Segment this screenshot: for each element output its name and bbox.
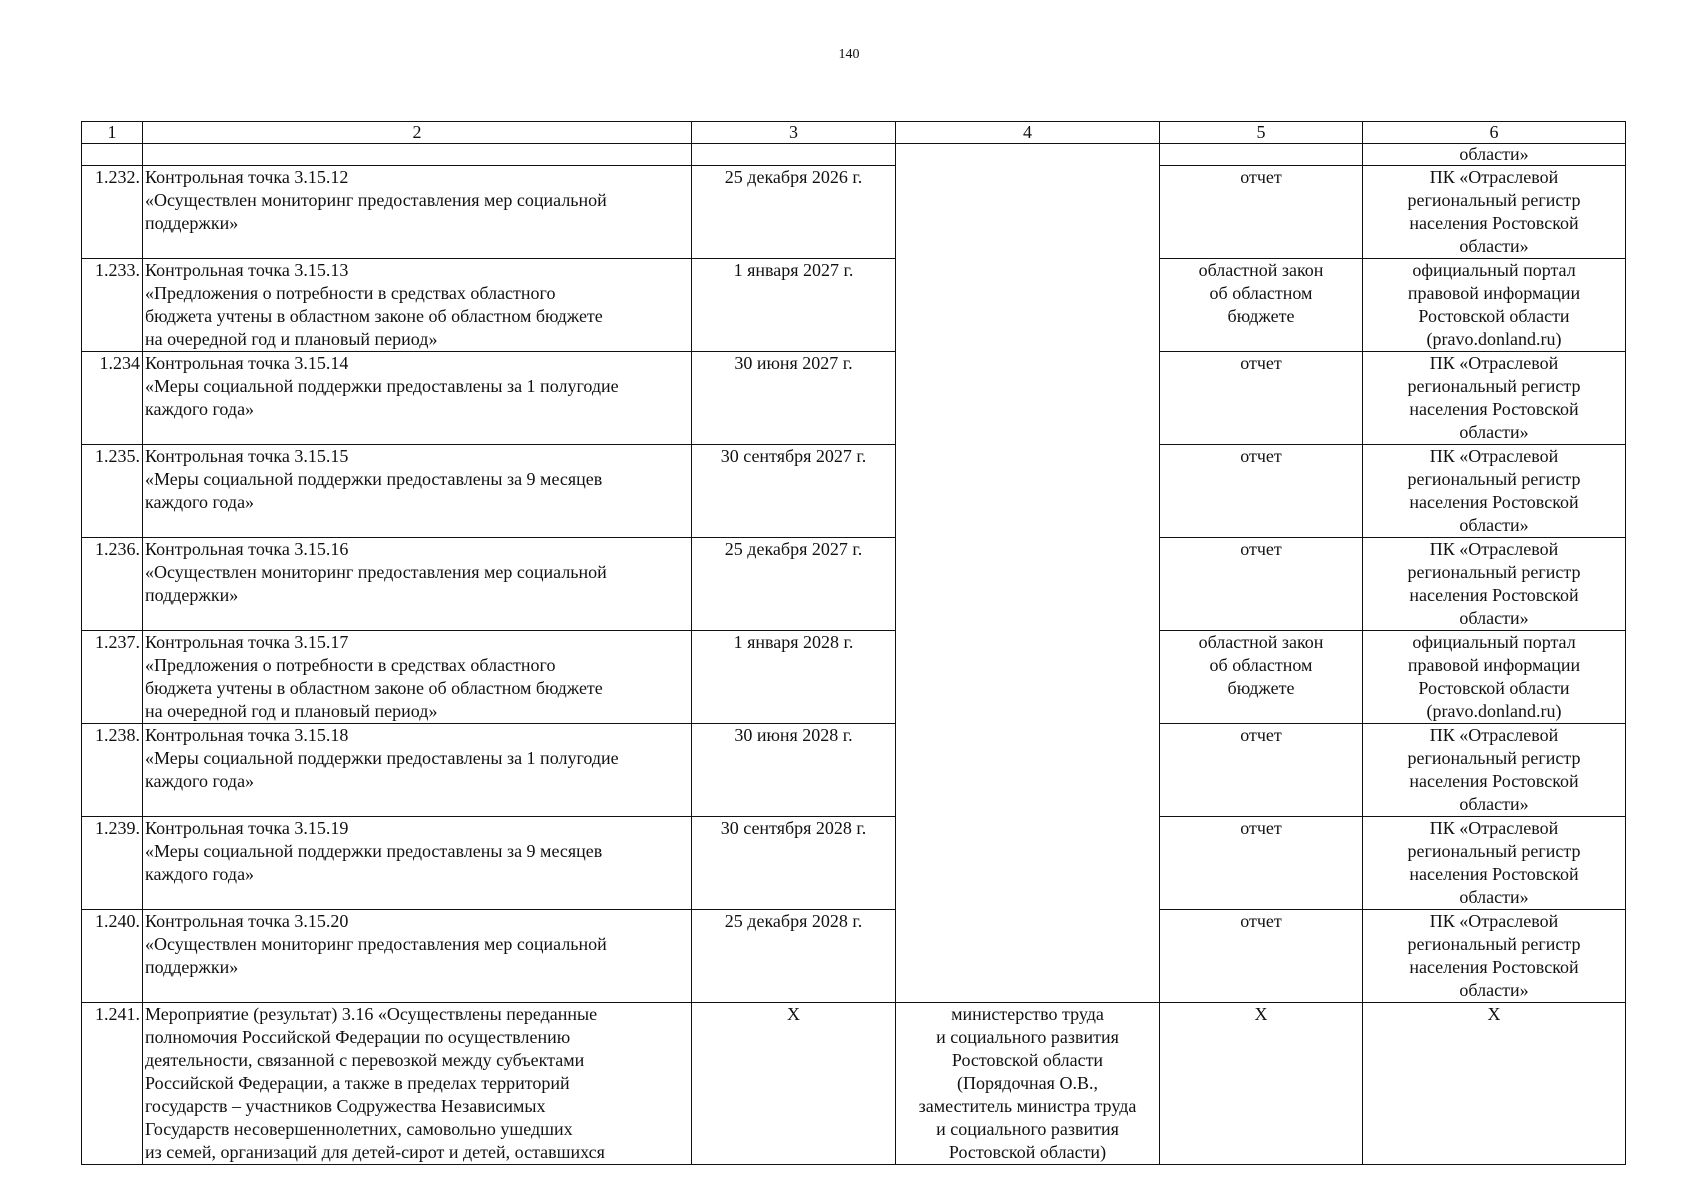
text-line: Ростовской области — [1418, 678, 1570, 698]
text-line: поддержки» — [145, 957, 239, 977]
control-point-cell — [143, 445, 692, 538]
text-line: «Предложения о потребности в средствах областного — [145, 655, 556, 675]
text-line: поддержки» — [145, 213, 239, 233]
text-line: области» — [1459, 608, 1529, 628]
control-point-title: Контрольная точка 3.15.14 — [145, 353, 349, 373]
text-line: отчет — [1240, 446, 1282, 466]
table-row — [82, 817, 1626, 910]
control-point-cell — [143, 631, 692, 724]
text-line: об областном — [1209, 283, 1313, 303]
control-points-table — [81, 121, 1626, 1165]
table-row — [82, 352, 1626, 445]
row-number: 1.237. — [82, 631, 143, 724]
text-line: «Меры социальной поддержки предоставлены за 1 полугодие — [145, 376, 619, 396]
text-line: области» — [1459, 422, 1529, 442]
control-point-cell — [143, 817, 692, 910]
text-line: об областном — [1209, 655, 1313, 675]
row-number: 1.241. — [82, 1003, 143, 1165]
text-line: области» — [1459, 887, 1529, 907]
text-line: населения Ростовской — [1409, 213, 1579, 233]
info-source-cell — [1363, 166, 1626, 259]
text-line: министерство труда — [951, 1004, 1104, 1024]
text-line: Ростовской области — [1418, 306, 1570, 326]
text-line: ПК «Отраслевой — [1429, 725, 1559, 745]
info-source-cell — [1363, 910, 1626, 1003]
text-line: региональный регистр — [1407, 934, 1581, 954]
info-source-cell — [1363, 817, 1626, 910]
document-type-cell: Х — [1160, 1003, 1363, 1165]
table-row — [82, 166, 1626, 259]
control-point-title: Контрольная точка 3.15.13 — [145, 260, 349, 280]
column-number: 6 — [1363, 122, 1626, 144]
control-point-title: Контрольная точка 3.15.16 — [145, 539, 349, 559]
table-row — [82, 259, 1626, 352]
text-line: (pravo.donland.ru) — [1426, 329, 1562, 349]
info-source-cell: Х — [1363, 1003, 1626, 1165]
text-line: области» — [1459, 980, 1529, 1000]
text-line: государств – участников Содружества Независимых — [145, 1096, 546, 1116]
text-line: ПК «Отраслевой — [1429, 353, 1559, 373]
text-line: ПК «Отраслевой — [1429, 911, 1559, 931]
text-line: «Меры социальной поддержки предоставлены за 9 месяцев — [145, 469, 603, 489]
text-line: областной закон — [1198, 632, 1324, 652]
column-number: 3 — [692, 122, 896, 144]
table-row — [82, 910, 1626, 1003]
text-line: населения Ростовской — [1409, 492, 1579, 512]
text-line: деятельности, связанной с перевозкой между субъектами — [145, 1050, 585, 1070]
info-source-cell — [1363, 724, 1626, 817]
control-point-title: Контрольная точка 3.15.12 — [145, 167, 349, 187]
text-line: правовой информации — [1407, 283, 1581, 303]
text-line: отчет — [1240, 911, 1282, 931]
control-point-cell — [143, 352, 692, 445]
table-row-event — [82, 1003, 1626, 1165]
text-line: и социального развития — [936, 1119, 1119, 1139]
text-line: бюджете — [1227, 306, 1295, 326]
text-line: каждого года» — [145, 771, 255, 791]
text-line: каждого года» — [145, 492, 255, 512]
text-line: населения Ростовской — [1409, 399, 1579, 419]
row-number: 1.232. — [82, 166, 143, 259]
text-line: бюджета учтены в областном законе об областном бюджете — [145, 678, 603, 698]
text-line: региональный регистр — [1407, 469, 1581, 489]
text-line: отчет — [1240, 725, 1282, 745]
document-type-cell — [1160, 166, 1363, 259]
text-line: «Осуществлен мониторинг предоставления мер социальной — [145, 562, 607, 582]
deadline-date: 30 сентября 2027 г. — [692, 445, 896, 538]
text-line: (pravo.donland.ru) — [1426, 701, 1562, 721]
text-line: официальный портал — [1412, 632, 1576, 652]
text-line: на очередной год и плановый период» — [145, 329, 438, 349]
deadline-date: 1 января 2027 г. — [692, 259, 896, 352]
column-number: 1 — [82, 122, 143, 144]
control-point-title: Контрольная точка 3.15.17 — [145, 632, 349, 652]
text-line: из семей, организаций для детей-сирот и детей, оставшихся — [145, 1142, 605, 1162]
text-line: региональный регистр — [1407, 748, 1581, 768]
info-source-cell — [1363, 259, 1626, 352]
text-line: Мероприятие (результат) 3.16 «Осуществлены переданные — [145, 1004, 598, 1024]
document-type-cell — [1160, 445, 1363, 538]
column-number: 4 — [896, 122, 1160, 144]
deadline-date: 30 сентября 2028 г. — [692, 817, 896, 910]
table-row — [82, 724, 1626, 817]
control-point-cell — [143, 910, 692, 1003]
text-line: населения Ростовской — [1409, 585, 1579, 605]
text-line: области» — [1459, 236, 1529, 256]
deadline-date: Х — [692, 1003, 896, 1165]
control-point-title: Контрольная точка 3.15.19 — [145, 818, 349, 838]
text-line: «Предложения о потребности в средствах областного — [145, 283, 556, 303]
text-line: бюджете — [1227, 678, 1295, 698]
document-type-cell — [1160, 910, 1363, 1003]
document-type-cell — [1160, 259, 1363, 352]
text-line: (Порядочная О.В., — [957, 1073, 1098, 1093]
text-line: на очередной год и плановый период» — [145, 701, 438, 721]
row-number: 1.238. — [82, 724, 143, 817]
row-number: 1.240. — [82, 910, 143, 1003]
control-point-cell — [143, 538, 692, 631]
text-line: населения Ростовской — [1409, 771, 1579, 791]
row-number: 1.239. — [82, 817, 143, 910]
text-line: ПК «Отраслевой — [1429, 446, 1559, 466]
deadline-date: 25 декабря 2028 г. — [692, 910, 896, 1003]
text-line: официальный портал — [1412, 260, 1576, 280]
text-line: Ростовской области) — [948, 1142, 1107, 1162]
column-number: 5 — [1160, 122, 1363, 144]
row-number: 1.233. — [82, 259, 143, 352]
page-number: 140 — [838, 47, 860, 62]
text-line: полномочия Российской Федерации по осуществлению — [145, 1027, 571, 1047]
text-line: каждого года» — [145, 399, 255, 419]
text-line: областной закон — [1198, 260, 1324, 280]
control-point-cell — [143, 724, 692, 817]
text-line: бюджета учтены в областном законе об областном бюджете — [145, 306, 603, 326]
text-line: «Меры социальной поддержки предоставлены за 1 полугодие — [145, 748, 619, 768]
text-line: поддержки» — [145, 585, 239, 605]
text-line: региональный регистр — [1407, 562, 1581, 582]
continuation-row — [82, 144, 1626, 166]
text-line: региональный регистр — [1407, 376, 1581, 396]
text-line: отчет — [1240, 353, 1282, 373]
text-line: «Осуществлен мониторинг предоставления мер социальной — [145, 190, 607, 210]
text-line: Государств несовершеннолетних, самовольно ушедших — [145, 1119, 573, 1139]
document-type-cell — [1160, 817, 1363, 910]
text-line: ПК «Отраслевой — [1429, 167, 1559, 187]
text-line: ПК «Отраслевой — [1429, 818, 1559, 838]
control-point-title: Контрольная точка 3.15.20 — [145, 911, 349, 931]
row-number: 1.235. — [82, 445, 143, 538]
text-line: правовой информации — [1407, 655, 1581, 675]
text-line: области» — [1459, 794, 1529, 814]
text-line: Ростовской области — [951, 1050, 1104, 1070]
document-type-cell — [1160, 724, 1363, 817]
document-type-cell — [1160, 631, 1363, 724]
deadline-date: 25 декабря 2026 г. — [692, 166, 896, 259]
control-point-title: Контрольная точка 3.15.18 — [145, 725, 349, 745]
text-line: области» — [1459, 515, 1529, 535]
responsible-cell — [896, 1003, 1160, 1165]
table-row — [82, 538, 1626, 631]
text-line: отчет — [1240, 539, 1282, 559]
text-line: региональный регистр — [1407, 190, 1581, 210]
table-row — [82, 445, 1626, 538]
row-number: 1.236. — [82, 538, 143, 631]
document-type-cell — [1160, 352, 1363, 445]
text-line: заместитель министра труда — [918, 1096, 1137, 1116]
info-source-cell — [1363, 631, 1626, 724]
column-number: 2 — [143, 122, 692, 144]
event-description-cell — [143, 1003, 692, 1165]
responsible-merged-cell — [896, 144, 1160, 1003]
text-line: и социального развития — [936, 1027, 1119, 1047]
document-type-cell — [1160, 538, 1363, 631]
control-point-title: Контрольная точка 3.15.15 — [145, 446, 349, 466]
deadline-date: 25 декабря 2027 г. — [692, 538, 896, 631]
control-point-cell — [143, 166, 692, 259]
deadline-date: 30 июня 2028 г. — [692, 724, 896, 817]
info-source-cell — [1363, 538, 1626, 631]
text-line: региональный регистр — [1407, 841, 1581, 861]
text-line: населения Ростовской — [1409, 957, 1579, 977]
text-line: «Осуществлен мониторинг предоставления мер социальной — [145, 934, 607, 954]
continuation-source: области» — [1363, 144, 1626, 166]
text-line: Российской Федерации, а также в пределах территорий — [145, 1073, 570, 1093]
control-point-cell — [143, 259, 692, 352]
row-number: 1.234 — [82, 352, 143, 445]
table-row — [82, 631, 1626, 724]
info-source-cell — [1363, 445, 1626, 538]
deadline-date: 30 июня 2027 г. — [692, 352, 896, 445]
text-line: каждого года» — [145, 864, 255, 884]
text-line: отчет — [1240, 818, 1282, 838]
deadline-date: 1 января 2028 г. — [692, 631, 896, 724]
text-line: «Меры социальной поддержки предоставлены за 9 месяцев — [145, 841, 603, 861]
text-line: населения Ростовской — [1409, 864, 1579, 884]
text-line: ПК «Отраслевой — [1429, 539, 1559, 559]
info-source-cell — [1363, 352, 1626, 445]
column-number-row — [82, 122, 1626, 144]
text-line: отчет — [1240, 167, 1282, 187]
